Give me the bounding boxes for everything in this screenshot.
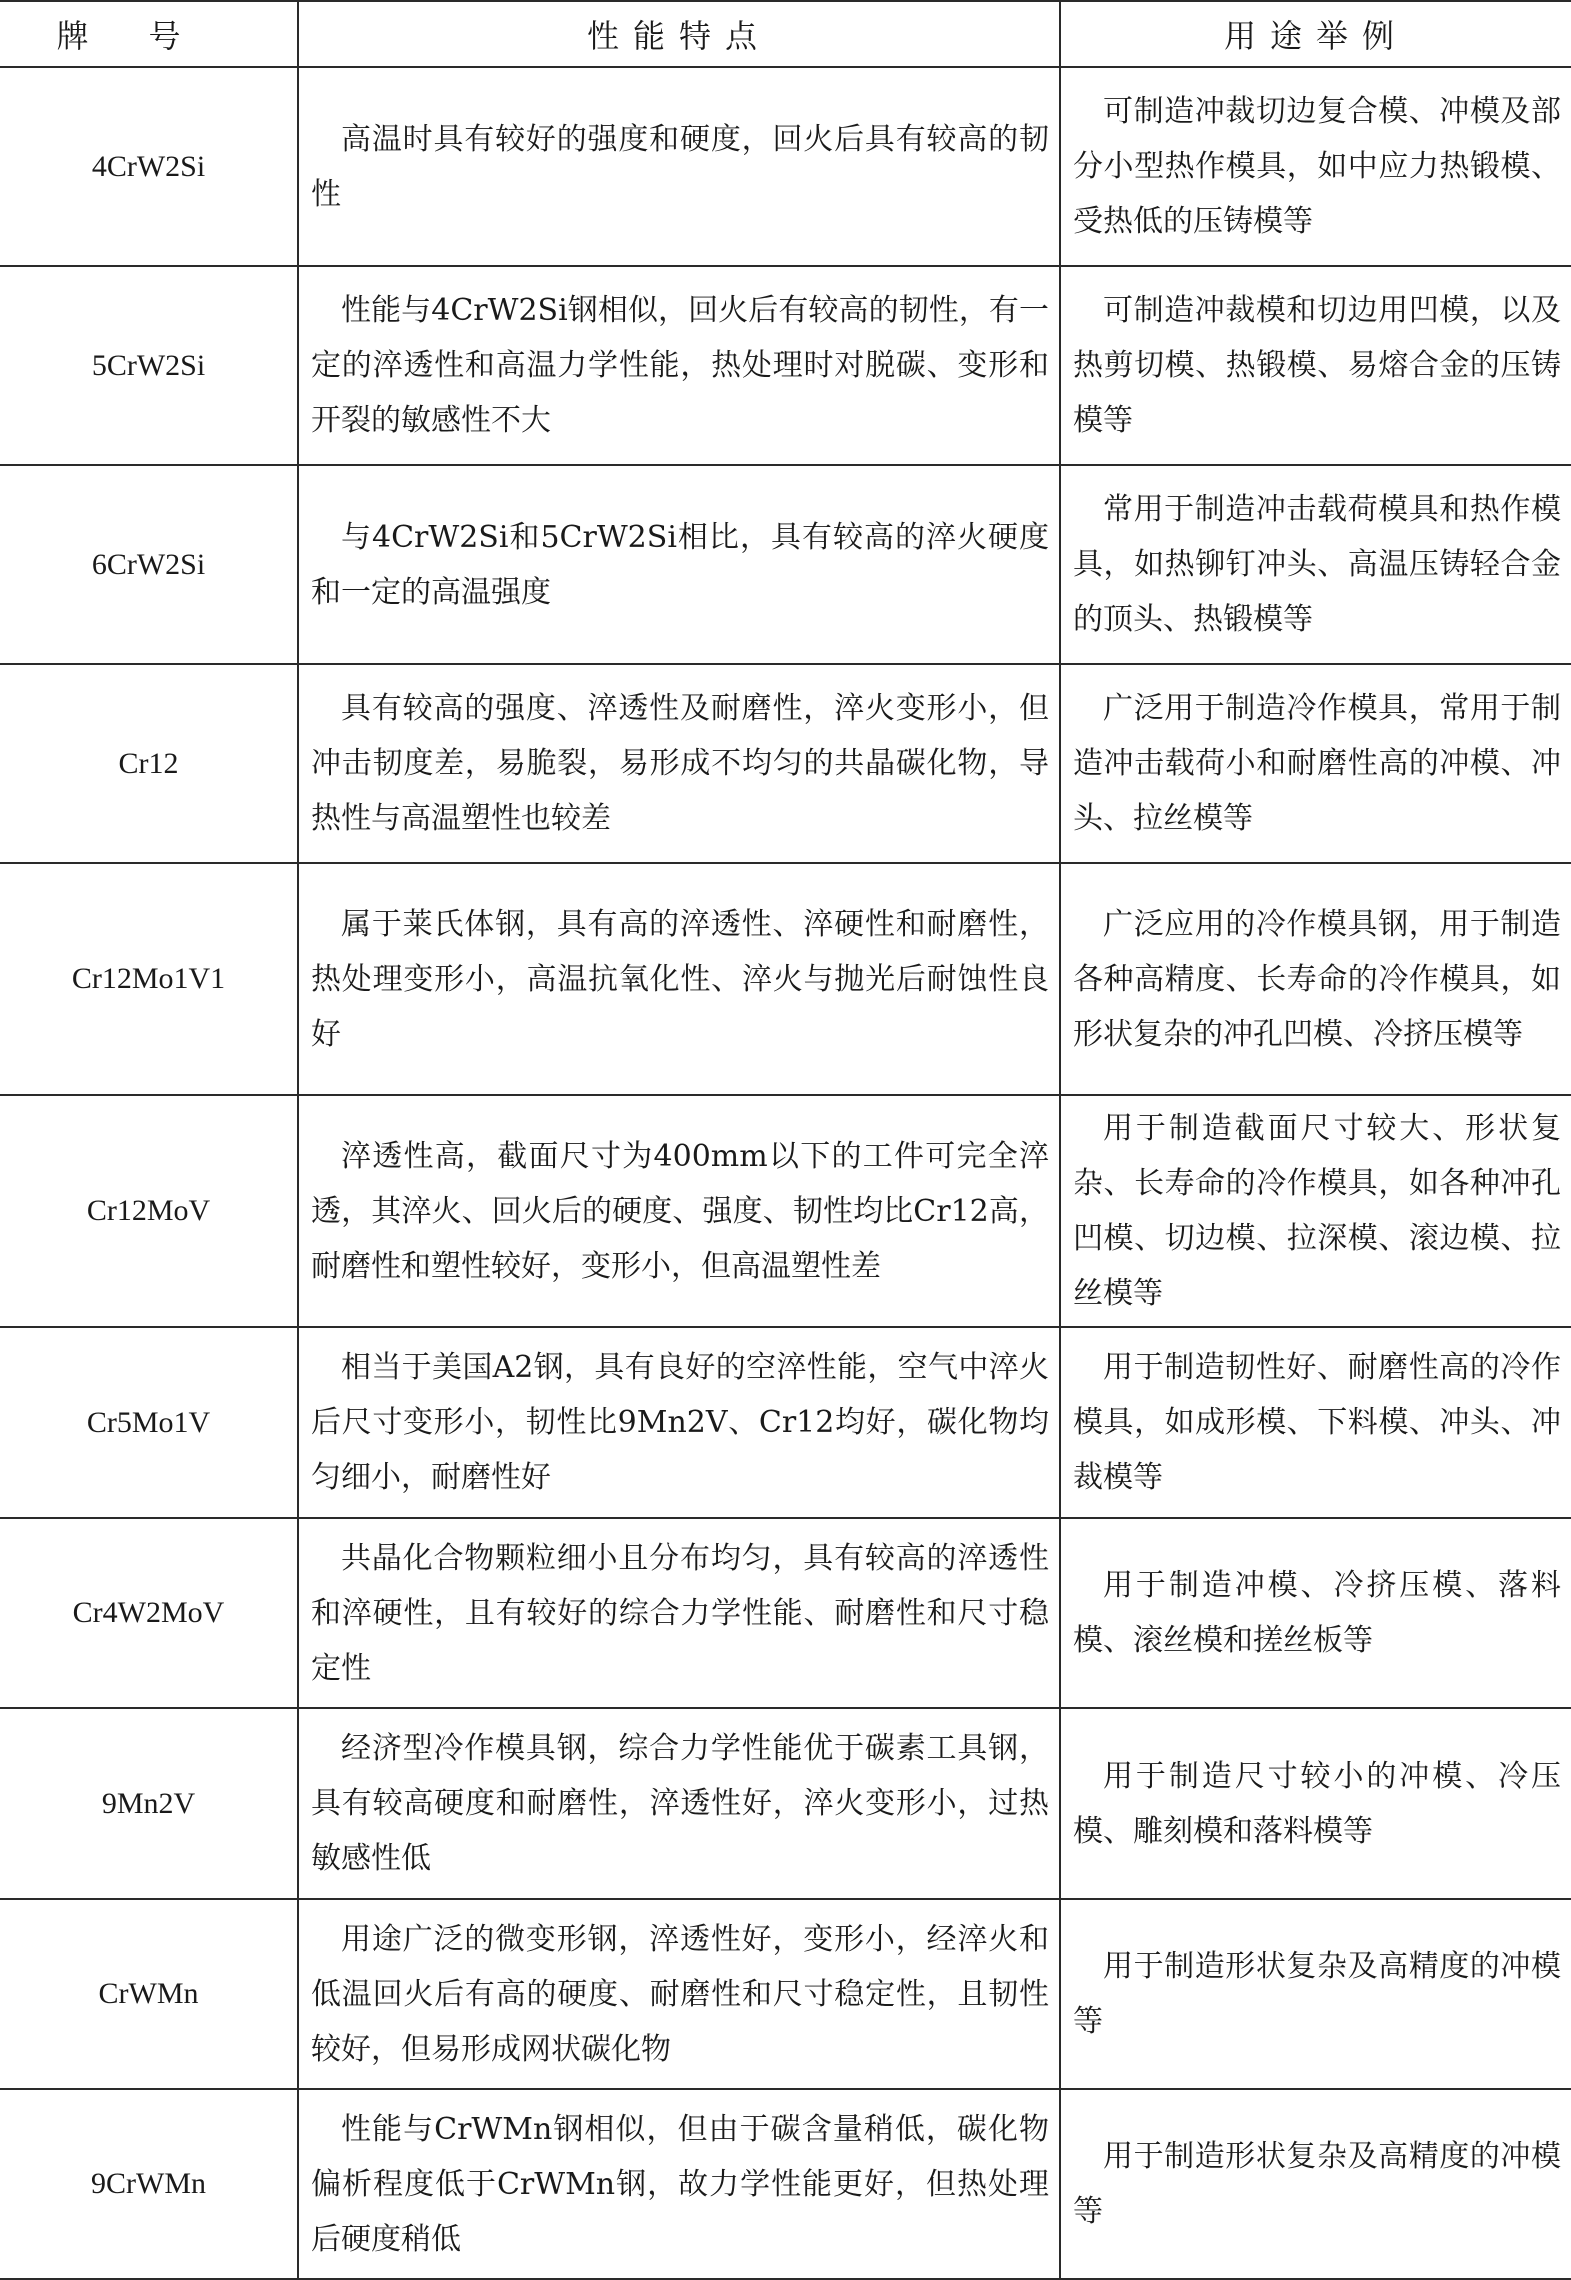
applications-cell: 用于制造尺寸较小的冲模、冷压模、雕刻模和落料模等: [1060, 1708, 1571, 1899]
grade-cell: 6CrW2Si: [0, 465, 298, 664]
table-row: [0, 2089, 1571, 2279]
properties-cell: 性能与4CrW2Si钢相似，回火后有较高的韧性，有一定的淬透性和高温力学性能，热处理时对脱碳、变形和开裂的敏感性不大: [298, 266, 1060, 465]
header-properties: 性能特点: [298, 1, 1060, 67]
table-row: [0, 1708, 1571, 1899]
applications-cell: 可制造冲裁模和切边用凹模，以及热剪切模、热锻模、易熔合金的压铸模等: [1060, 266, 1571, 465]
applications-cell: 用于制造韧性好、耐磨性高的冷作模具，如成形模、下料模、冲头、冲裁模等: [1060, 1327, 1571, 1518]
grade-cell: Cr12: [0, 664, 298, 863]
grade-cell: 5CrW2Si: [0, 266, 298, 465]
table-row: [0, 465, 1571, 664]
grade-cell: Cr12MoV: [0, 1095, 298, 1327]
properties-cell: 用途广泛的微变形钢，淬透性好，变形小，经淬火和低温回火后有高的硬度、耐磨性和尺寸稳定性，且韧性较好，但易形成网状碳化物: [298, 1899, 1060, 2089]
properties-cell: 经济型冷作模具钢，综合力学性能优于碳素工具钢，具有较高硬度和耐磨性，淬透性好，淬火变形小，过热敏感性低: [298, 1708, 1060, 1899]
properties-cell: 共晶化合物颗粒细小且分布均匀，具有较高的淬透性和淬硬性，且有较好的综合力学性能、耐磨性和尺寸稳定性: [298, 1518, 1060, 1708]
grade-cell: Cr4W2MoV: [0, 1518, 298, 1708]
applications-cell: 用于制造形状复杂及高精度的冲模等: [1060, 2089, 1571, 2279]
applications-cell: 用于制造截面尺寸较大、形状复杂、长寿命的冷作模具，如各种冲孔凹模、切边模、拉深模、滚边模、拉丝模等: [1060, 1095, 1571, 1327]
grade-cell: CrWMn: [0, 1899, 298, 2089]
table-row: [0, 863, 1571, 1095]
grade-cell: 9CrWMn: [0, 2089, 298, 2279]
grade-cell: 9Mn2V: [0, 1708, 298, 1899]
properties-cell: 高温时具有较好的强度和硬度，回火后具有较高的韧性: [298, 67, 1060, 266]
applications-cell: 用于制造形状复杂及高精度的冲模等: [1060, 1899, 1571, 2089]
header-applications: 用途举例: [1060, 1, 1571, 67]
table-row: [0, 1518, 1571, 1708]
properties-cell: 性能与CrWMn钢相似，但由于碳含量稍低，碳化物偏析程度低于CrWMn钢，故力学性能更好，但热处理后硬度稍低: [298, 2089, 1060, 2279]
applications-cell: 可制造冲裁切边复合模、冲模及部分小型热作模具，如中应力热锻模、受热低的压铸模等: [1060, 67, 1571, 266]
applications-cell: 广泛用于制造冷作模具，常用于制造冲击载荷小和耐磨性高的冲模、冲头、拉丝模等: [1060, 664, 1571, 863]
table-row: [0, 1327, 1571, 1518]
table-row: [0, 266, 1571, 465]
table-header-row: [0, 1, 1571, 67]
properties-cell: 淬透性高，截面尺寸为400mm以下的工件可完全淬透，其淬火、回火后的硬度、强度、韧性均比Cr12高，耐磨性和塑性较好，变形小，但高温塑性差: [298, 1095, 1060, 1327]
applications-cell: 常用于制造冲击载荷模具和热作模具，如热铆钉冲头、高温压铸轻合金的顶头、热锻模等: [1060, 465, 1571, 664]
applications-cell: 用于制造冲模、冷挤压模、落料模、滚丝模和搓丝板等: [1060, 1518, 1571, 1708]
grade-cell: 4CrW2Si: [0, 67, 298, 266]
grade-cell: Cr5Mo1V: [0, 1327, 298, 1518]
properties-cell: 属于莱氏体钢，具有高的淬透性、淬硬性和耐磨性，热处理变形小，高温抗氧化性、淬火与抛光后耐蚀性良好: [298, 863, 1060, 1095]
properties-cell: 相当于美国A2钢，具有良好的空淬性能，空气中淬火后尺寸变形小，韧性比9Mn2V、Cr12均好，碳化物均匀细小，耐磨性好: [298, 1327, 1060, 1518]
header-grade: 牌号: [0, 1, 298, 67]
properties-cell: 与4CrW2Si和5CrW2Si相比，具有较高的淬火硬度和一定的高温强度: [298, 465, 1060, 664]
applications-cell: 广泛应用的冷作模具钢，用于制造各种高精度、长寿命的冷作模具，如形状复杂的冲孔凹模、冷挤压模等: [1060, 863, 1571, 1095]
table-row: [0, 67, 1571, 266]
table-row: [0, 664, 1571, 863]
table-row: [0, 1095, 1571, 1327]
table-row: [0, 1899, 1571, 2089]
grade-cell: Cr12Mo1V1: [0, 863, 298, 1095]
properties-cell: 具有较高的强度、淬透性及耐磨性，淬火变形小，但冲击韧度差，易脆裂，易形成不均匀的共晶碳化物，导热性与高温塑性也较差: [298, 664, 1060, 863]
